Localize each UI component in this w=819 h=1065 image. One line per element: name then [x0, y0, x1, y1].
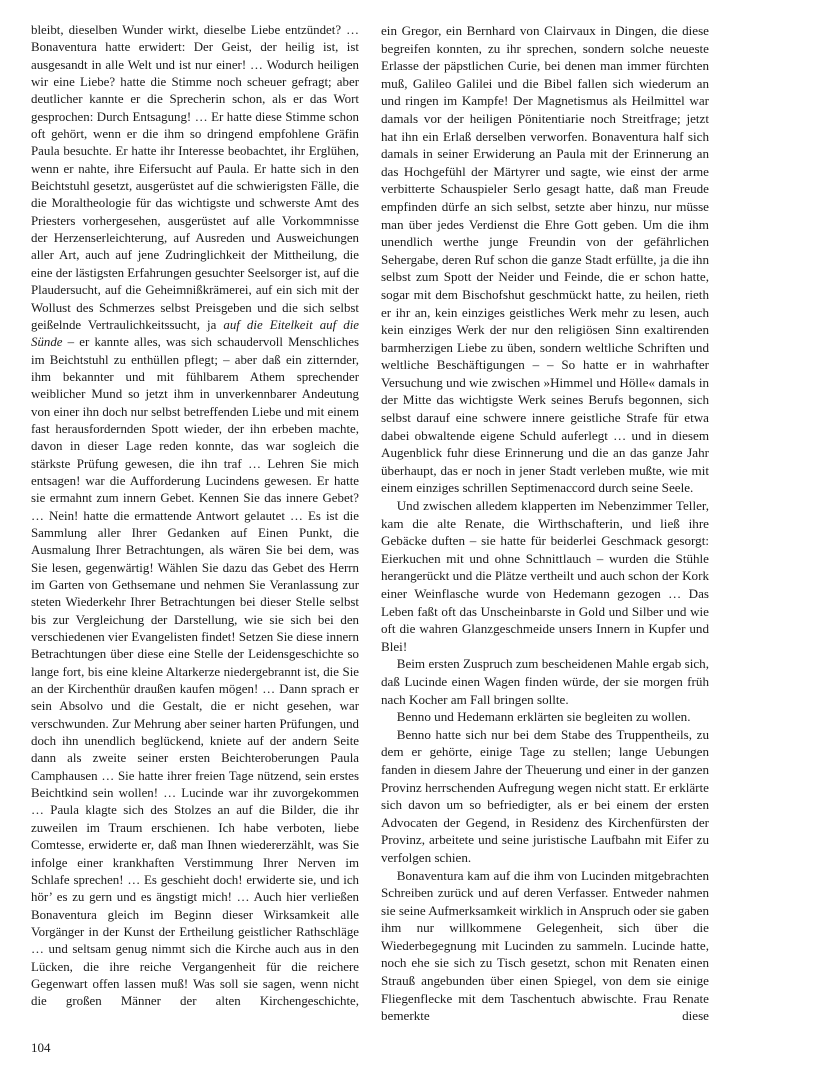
right-paragraph: Bonaventura kam auf die ihm von Lucinden mitgebrachten Schreiben zurück und auf deren Verfasser. Entweder nahmen sie seine Aufmerksamkeit wirklich in Anspruch oder sie gaben ihm nur willkommene Gelegenheit, sich über die Wiederbegegnung mit Lucinden zu sammeln. Lucinde hatte, noch ehe sie sich zu Tisch gesetzt, schon mit Renaten einen Strauß angebunden über einen Spiegel, von dem sie einige Fliegenflecke mit dem Taschentuch abwischte. Frau Renate bemerkte diese: [381, 867, 709, 1024]
right-paragraph: Beim ersten Zuspruch zum bescheidenen Mahle ergab sich, daß Lucinde einen Wagen finden würde, der sie morgen früh nach Kocher am Fall bringen sollte.: [381, 656, 709, 707]
right-paragraph: Benno hatte sich nur bei dem Stabe des Truppentheils, zu dem er gehörte, einige Tage zu stellen; lange Uebungen fanden in diesem Jahre der Theuerung und einer in der ganzen Provinz herrschenden Aufregung wegen nicht statt. Er erklärte sich davon um so befriedigter, als er bei einem der ersten Advocaten der Gegend, in Residenz des Kirchenfürsten der Provinz, arbeitete und seine juristische Laufbahn mit Eifer zu verfolgen schien.: [381, 726, 709, 865]
left-column-paragraph: [31, 22, 359, 1011]
left-column: [31, 22, 359, 1011]
left-text-after-italic: – er kannte alles, was sich schaudervoll Menschliches im Beichtstuhl zu enthüllen pflegt; – aber daß ein zitternder, ihm bekannter und mit fühlbarem Athem sprechender weiblicher Mund so jetzt ihm in unverkennbarer Andeutung von einer ihn doch nur selbst betreffenden Liebe und mit einem fast herausfordernden Spott wieder, der ihn erbeben machte, davon in dieser Lage reden konnte, das war sogleich die stärkste Prüfung gewesen, die ihn traf … Lehren Sie mich entsagen! war die Aufforderung Lucindens gewesen. Er hatte sie ermahnt zum innern Gebet. Kennen Sie das innere Gebet? … Nein! hatte die ermattende Antwort gelautet … Es ist die Sammlung aller Ihrer Gedanken auf Einen Punkt, die Ausmalung Ihrer Betrachtungen, als wären Sie bei dem, was Sie lesen, gegenwärtig! Wählen Sie dazu das Gebet des Herrn im Garten von Gethsemane und nehmen Sie Veranlassung zur steten Wiederkehr Ihrer Betrachtungen bei dieser Stelle selbst bis zur Vergleichung der Darstellung, wie sie sich bei den verschiedenen vier Evangelisten findet! Setzen Sie diese innern Betrachtungen über diese eine Stelle der Leidensgeschichte so lange fort, bis eine kleine Altarkerze niedergebrannt ist, die Sie an der Kirchenthür draußen kaufen mögen! … Dann sprach er sein Absolvo und die Gestalt, die er nicht gesehen, war verschwunden. Zur Mehrung aber seiner harten Prüfungen, und doch ihn unendlich beglückend, kniete auf der andern Seite dann als zweite seiner ersten Beichteroberungen Paula Camphausen … Sie hatte ihrer freien Tage nützend, sein erstes Beichtkind sein wollen! … Lucinde war ihr zuvorgekommen … Paula klagte sich des Stolzes an auf die Bilder, die ihr zuweilen im Traum erschienen. Ich habe verboten, liebe Comtesse, erwiderte er, daß man Ihnen wiedererzählt, was Sie infolge einer krankhaften Verstimmung Ihrer Nerven im Schlafe sprechen! … Es geschieht doch! erwiderte sie, und ich hör’ es zu gern und es ängstigt mich! … Auch hier verließen Bonaventura gleich im Beginn dieser Wirksamkeit alle Vorgänger in der Kunst der Ertheilung geistlicher Rathschläge … und seltsam genug nimmt sich die Kirche auch aus in den Lücken, die ihre reiche Vergangenheit für die reichere Gegenwart offen lassen muß! Was soll sie sagen, wenn nicht die großen Männer der alten Kirchengeschichte,: [31, 335, 359, 1009]
right-column: [381, 22, 709, 1025]
left-text-before-italic: bleibt, dieselben Wunder wirkt, dieselbe Liebe entzündet? … Bonaventura hatte erwidert: Der Geist, der heilig ist, ist ausgesandt in alle Welt und ist nur einer! … Wodurch heiligen wir eine Liebe? hatte die Stimme noch scheuer gefragt; aber deutlicher kannte er die Sprecherin schon, als er das Wort gesprochen: Durch Entsagung! … Er hatte diese Stimme schon oft gehört, wenn er die ihm so dringend empfohlene Gräfin Paula besuchte. Er hatte ihr Interesse beobachtet, ihr Erglühen, wenn er nahte, ihre Eifersucht auf Paula. Er hatte sich in den Beichtstuhl gesetzt, ausgerüstet auf die schwierigsten Fälle, die die Moraltheologie für das wichtigste und schwerste Amt des Priesters vorhergesehen, ausgerüstet auf alle Vorkommnisse der Herzenserleichterung, auf Ausreden und Ausweichungen aller Art, auch auf jene Zudringlichkeit der Mittheilung, die eine der lästigsten Erfahrungen gesuchter Seelsorger ist, auf die Plaudersucht, auf die Geheimnißkrämerei, auf ein sich mit der Wollust des Schmerzes selbst Preisgeben und die sich selbst geißelnde Vertraulichkeitssucht, ja: [31, 23, 359, 332]
page-number: 104: [31, 1040, 51, 1055]
right-paragraph: Benno und Hedemann erklärten sie begleiten zu wollen.: [396, 709, 691, 725]
right-paragraph-continued: ein Gregor, ein Bernhard von Clairvaux in Dingen, die diese begreifen konnten, zu ihr sprechen, sondern solche neueste Erlasse der päpstlichen Curie, bei denen man immer fürchten muß, Galileo Galilei und die Bibel fallen sich wiederum an und ringen im Kampfe! Der Magnetismus als Heilmittel war damals vor der heiligen Pönitentiarie noch Streitfrage; jetzt hat ihn ein Erlaß derselben verworfen. Bonaventura half sich damals in seiner Erwiderung an Paula mit der Erinnerung an das Hochgefühl der Märtyrer und sagte, wie einst der arme verbitterte Schauspieler Serlo gesagt hatte, daß man Freude empfinden dürfe an sich selbst, setzte aber hinzu, nur müsse man über jedes Verdienst die Ehre Gott geben. Um die ihm unendlich werthe junge Freundin von der gefährlichen Sehergabe, deren Ruf schon die ganze Stadt erfüllte, ja die ihn selbst zum Spott der Neider und Feinde, die er schon hatte, sogar mit dem Bischofshut geschmückt hatte, zu heilen, rieth er ihr an, kein einziges geistliches Werk mehr zu lesen, auch kein einziges Werk der nur den religiösen Sinn exaltirenden barmherzigen Liebe zu üben, sondern weltliche Schriften und weltliche Beschäftigungen – – So hatte er in wahrhafter Versuchung und wie zwischen »Himmel und Hölle« damals in der Mitte das wichtigste Werk seines Berufs begonnen, sich selbst darauf eine schwere innere geistliche Strafe für etwa dabei obwaltende eigene Schuld auferlegt … und in diesem Augenblick fuhr diese Erinnerung und die an das ganze Jahr überhaupt, das er noch in jener Stadt verleben mußte, wie mit einem einziges schrillen Septimenaccord durch seine Seele.: [381, 23, 709, 496]
left-italic-phrase: auf die Eitelkeit auf die Sünde: [31, 317, 359, 350]
right-paragraph: Und zwischen alledem klapperten im Nebenzimmer Teller, kam die alte Renate, die Wirthschafterin, und ließ ihre Gebäcke duften – sie hatte für beiderlei Geschmack gesorgt: Eierkuchen mit und ohne Schnittlauch – wurden die Stühle herangerückt und die Plätze vertheilt und auch schon der Kork einer Weinflasche wurde von Hedemann gezogen … Das Leben faßt oft das Unscheinbarste in Gold und Silber und wie oft die wahren Glanzgeschmeide unsers Innern in Kupfer und Blei!: [381, 498, 709, 654]
